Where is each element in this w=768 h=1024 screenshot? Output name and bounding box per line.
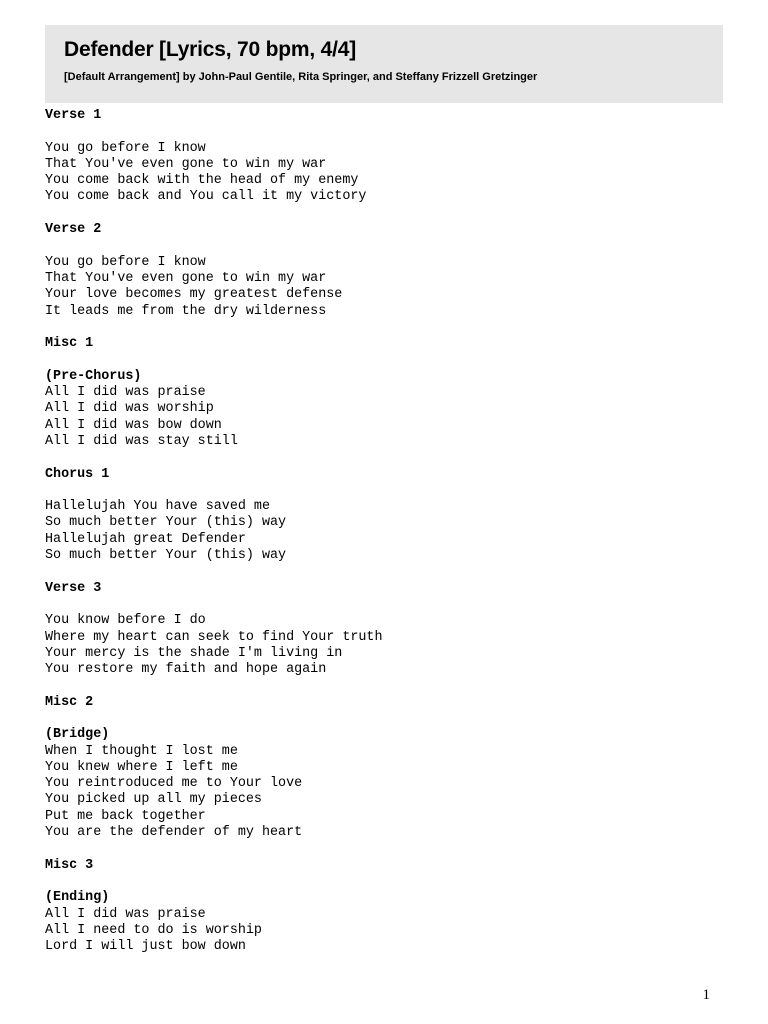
section-spacer [45,352,725,368]
lyric-line: All I need to do is worship [45,922,262,938]
lyric-section [45,222,725,320]
section-note: (Bridge) [45,727,110,743]
lyric-line: Hallelujah You have saved me [45,499,270,515]
section-heading: Chorus 1 [45,466,110,482]
song-header [45,25,723,103]
lyric-line: Hallelujah great Defender [45,531,246,547]
section-heading: Misc 2 [45,694,94,710]
section-spacer [45,124,725,140]
lyric-line: You know before I do [45,613,206,629]
lyric-line: Your love becomes my greatest defense [45,287,343,303]
lyric-line: That You've even gone to win my war [45,270,327,286]
lyric-line: All I did was praise [45,906,206,922]
lyric-line: It leads me from the dry wilderness [45,303,327,319]
section-heading: Verse 1 [45,108,102,123]
lyric-line: You come back and You call it my victory [45,189,367,205]
section-heading: Verse 3 [45,580,102,596]
section-spacer [45,711,725,727]
section-heading: Misc 3 [45,857,94,873]
lyric-line: You go before I know [45,140,206,156]
lyric-line: Lord I will just bow down [45,939,246,955]
section-note: (Pre-Chorus) [45,368,142,384]
section-heading: Verse 2 [45,222,102,238]
lyric-line: All I did was stay still [45,433,238,449]
lyric-section [45,336,725,450]
page-number: 1 [702,987,710,1003]
lyric-line: All I did was worship [45,401,214,417]
lyric-line: You reintroduced me to Your love [45,776,303,792]
section-spacer [45,597,725,613]
lyrics-body [45,108,725,972]
song-title: Defender [Lyrics, 70 bpm, 4/4] [64,38,356,61]
lyric-line: You are the defender of my heart [45,825,303,841]
lyric-line: Put me back together [45,808,206,824]
lyric-line: So much better Your (this) way [45,515,287,531]
section-spacer [45,483,725,499]
lyric-line: That You've even gone to win my war [45,156,327,172]
lyric-section [45,858,725,956]
lyric-line: You knew where I left me [45,759,238,775]
lyric-line: All I did was praise [45,385,206,401]
section-note: (Ending) [45,890,110,906]
lyric-line: When I thought I lost me [45,743,238,759]
lyric-line: You restore my faith and hope again [45,662,327,678]
song-credits: [Default Arrangement] by John-Paul Gentile, Rita Springer, and Steffany Frizzell Gretzinger [64,71,538,83]
lyric-line: Where my heart can seek to find Your truth [45,629,383,645]
lyric-section [45,108,725,206]
lyric-line: So much better Your (this) way [45,548,287,564]
lyric-line: You come back with the head of my enemy [45,173,359,189]
section-spacer [45,874,725,890]
lyric-line: You go before I know [45,254,206,270]
lyric-section [45,467,725,565]
section-spacer [45,238,725,254]
lyric-line: All I did was bow down [45,417,222,433]
lyric-line: You picked up all my pieces [45,792,262,808]
lyric-line: Your mercy is the shade I'm living in [45,645,343,661]
section-heading: Misc 1 [45,336,94,352]
lyric-section [45,581,725,679]
lyric-section [45,695,725,842]
